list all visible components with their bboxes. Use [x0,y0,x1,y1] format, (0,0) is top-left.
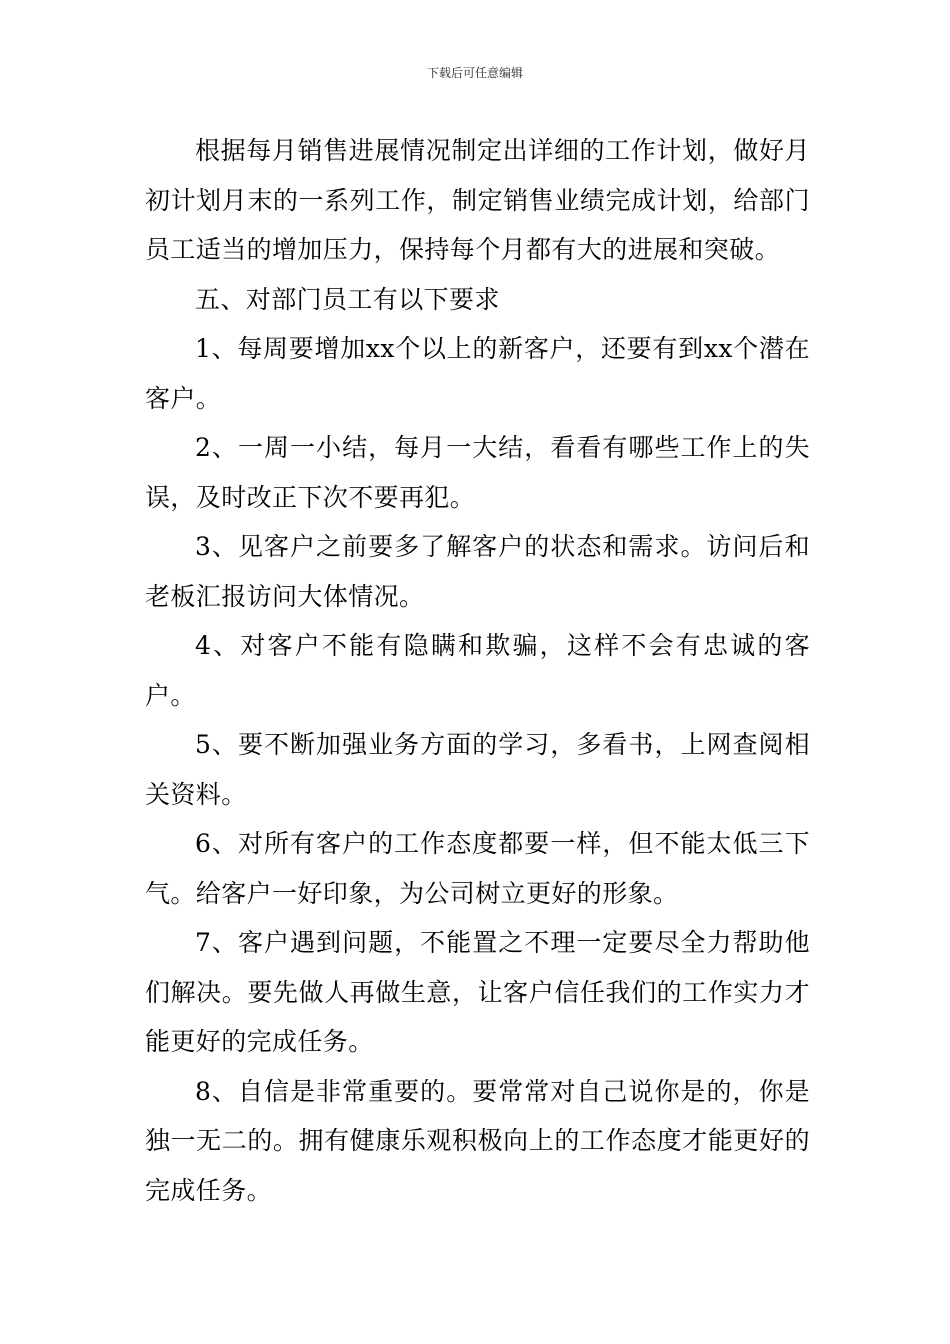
requirement-item-8: 8、自信是非常重要的。要常常对自己说你是的，你是独一无二的。拥有健康乐观积极向上的工作态度才能更好的完成任务。 [145,1076,810,1205]
requirement-item-5: 5、要不断加强业务方面的学习，多看书，上网查阅相关资料。 [145,730,810,809]
requirement-item-3: 3、见客户之前要多了解客户的状态和需求。访问后和老板汇报访问大体情况。 [145,532,810,611]
requirement-item-1: 1、每周要增加xx个以上的新客户，还要有到xx个潜在客户。 [145,334,810,413]
requirement-item-7: 7、客户遇到问题，不能置之不理一定要尽全力帮助他们解决。要先做人再做生意，让客户信任我们的工作实力才能更好的完成任务。 [145,928,810,1056]
section-heading-staff-requirements: 五、对部门员工有以下要求 [195,284,500,314]
requirement-item-6: 6、对所有客户的工作态度都要一样，但不能太低三下气。给客户一好印象，为公司树立更好的形象。 [145,829,810,908]
document-body [145,126,810,1215]
requirement-item-4: 4、对客户不能有隐瞒和欺骗，这样不会有忠诚的客户。 [145,631,810,710]
page-header: 下载后可任意编辑 [426,66,523,80]
requirement-item-2: 2、一周一小结，每月一大结，看看有哪些工作上的失误，及时改正下次不要再犯。 [145,433,810,512]
paragraph-sales-plan: 根据每月销售进展情况制定出详细的工作计划，做好月初计划月末的一系列工作，制定销售业绩完成计划，给部门员工适当的增加压力，保持每个月都有大的进展和突破。 [145,136,810,264]
